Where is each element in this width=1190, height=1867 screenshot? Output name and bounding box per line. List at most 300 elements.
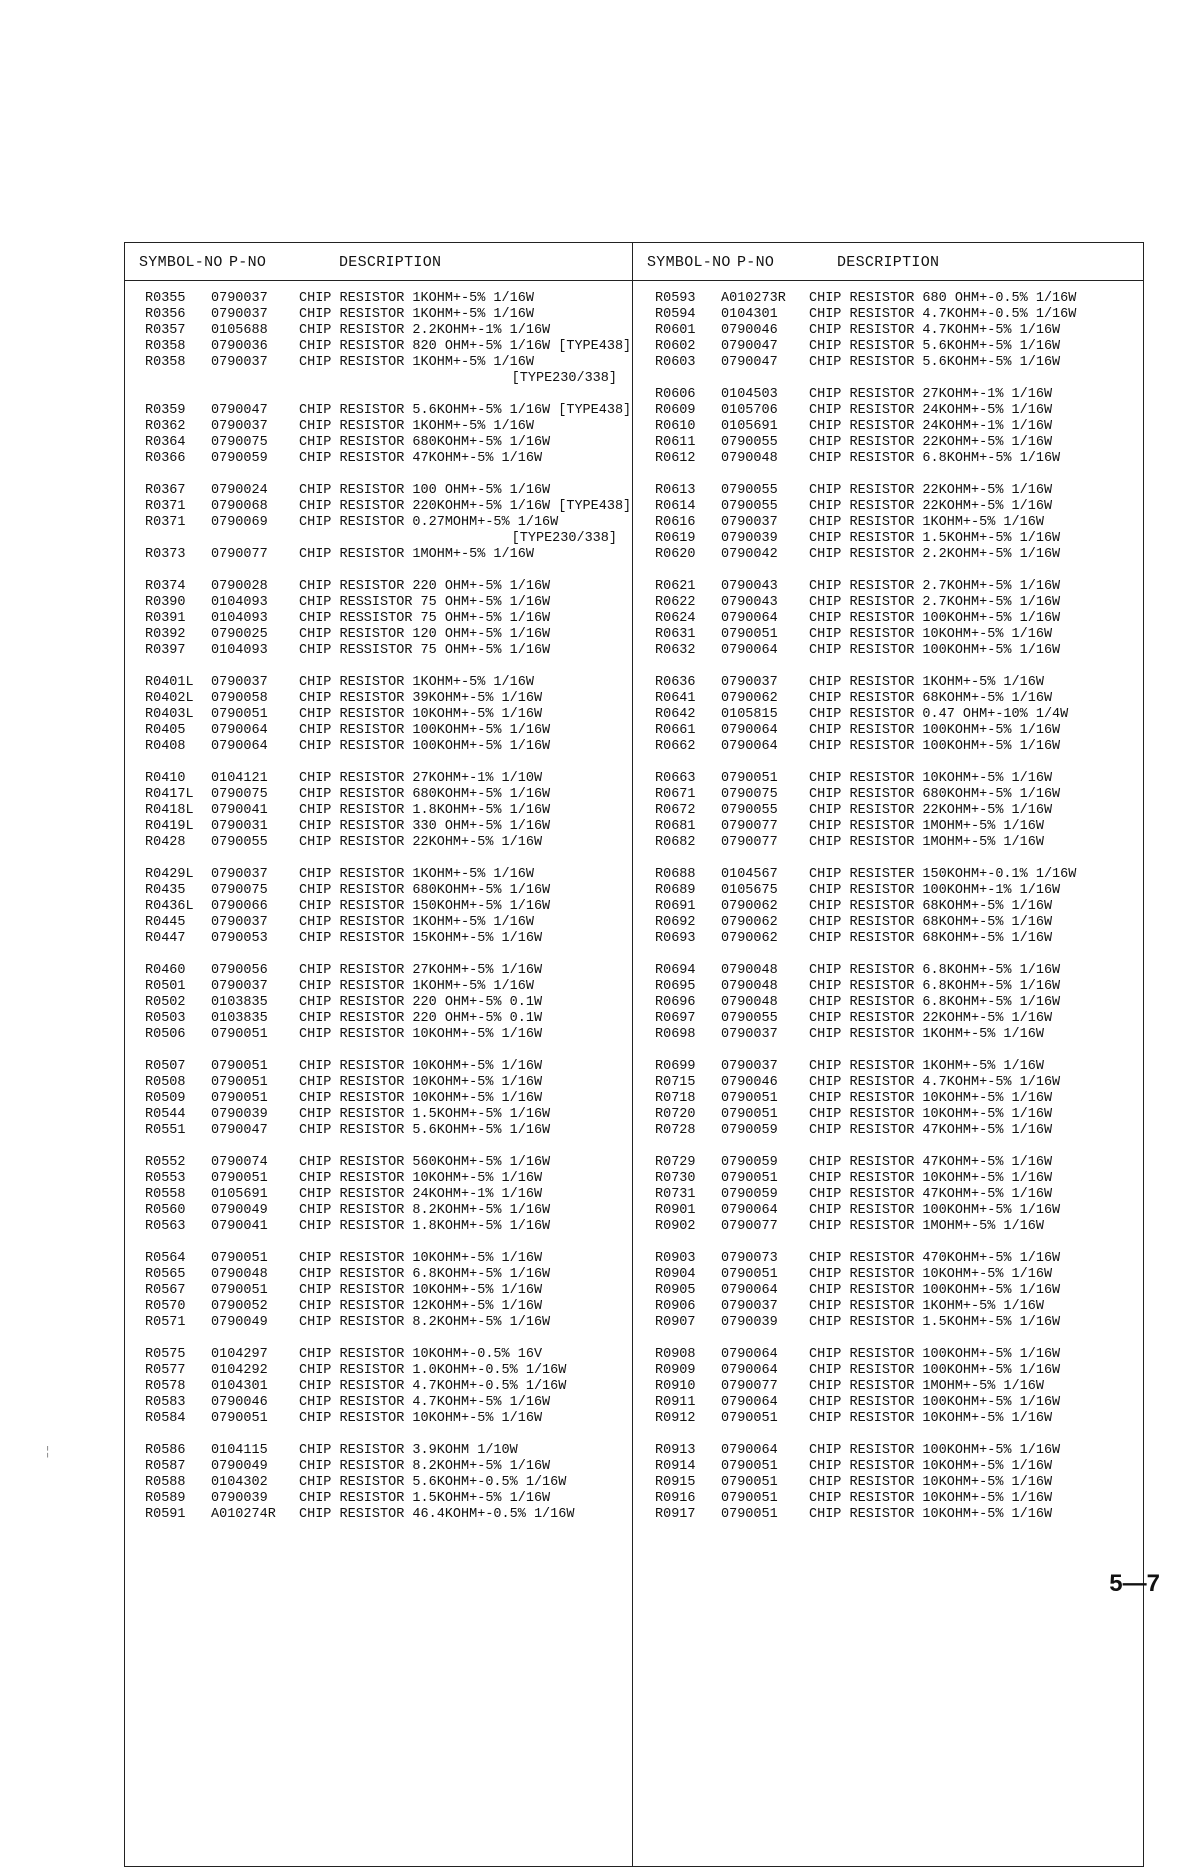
part-description: CHIP RESISTOR 100KOHM+-5% 1/16W (809, 723, 1061, 738)
part-row (145, 1171, 625, 1187)
symbol-no: R0419L (145, 819, 194, 834)
part-description: CHIP RESISTOR 5.6KOHM+-5% 1/16W (809, 355, 1061, 370)
part-number: 0790068 (211, 499, 268, 514)
part-row (655, 611, 1135, 627)
part-description: CHIP RESISTOR 8.2KOHM+-5% 1/16W (299, 1203, 551, 1218)
symbol-no: R0390 (145, 595, 186, 610)
part-group (655, 771, 1135, 851)
part-number: 0790073 (721, 1251, 778, 1266)
part-number: 0104093 (211, 611, 268, 626)
part-number: 0790059 (721, 1187, 778, 1202)
part-number: 0790048 (721, 995, 778, 1010)
part-row (145, 483, 625, 499)
part-row (655, 1283, 1135, 1299)
part-number: 0790064 (721, 1283, 778, 1298)
part-number: 0790077 (721, 819, 778, 834)
part-row (655, 707, 1135, 723)
part-number: 0790075 (211, 435, 268, 450)
symbol-no: R0410 (145, 771, 186, 786)
page-number: 5—7 (1109, 1570, 1160, 1597)
part-row (655, 1011, 1135, 1027)
part-description: CHIP RESISTOR 47KOHM+-5% 1/16W (299, 451, 543, 466)
symbol-no: R0663 (655, 771, 696, 786)
part-number: 0790037 (211, 291, 268, 306)
symbol-no: R0358 (145, 355, 186, 370)
header-description-right: DESCRIPTION (837, 254, 940, 271)
part-row (145, 419, 625, 435)
part-number: 0790064 (721, 723, 778, 738)
header-symbol-no-right: SYMBOL-NO (647, 254, 731, 271)
symbol-no: R0402L (145, 691, 194, 706)
part-row (145, 1443, 625, 1459)
part-description: CHIP RESISTOR 100KOHM+-5% 1/16W (809, 1443, 1061, 1458)
part-row (145, 595, 625, 611)
part-row (145, 323, 625, 339)
part-row (655, 1443, 1135, 1459)
part-description: CHIP RESISTOR 6.8KOHM+-5% 1/16W (809, 451, 1061, 466)
part-number: 0790046 (721, 323, 778, 338)
part-row (145, 1475, 625, 1491)
part-description: CHIP RESISTOR 1KOHM+-5% 1/16W (299, 419, 534, 434)
part-group (655, 867, 1135, 947)
part-group (145, 483, 632, 563)
part-number: 0790047 (211, 403, 268, 418)
symbol-no: R0671 (655, 787, 696, 802)
part-description: CHIP RESISTOR 100KOHM+-5% 1/16W (809, 1363, 1061, 1378)
part-number: 0790075 (721, 787, 778, 802)
symbol-no: R0435 (145, 883, 186, 898)
part-description: CHIP RESISTOR 4.7KOHM+-5% 1/16W (809, 323, 1061, 338)
symbol-no: R0417L (145, 787, 194, 802)
symbol-no: R0591 (145, 1507, 186, 1522)
part-description: CHIP RESISTOR 1MOHM+-5% 1/16W (299, 547, 534, 562)
part-group (655, 1155, 1135, 1235)
symbol-no: R0905 (655, 1283, 696, 1298)
part-number: 0790064 (211, 723, 268, 738)
part-description: CHIP RESISTOR 24KOHM+-5% 1/16W (809, 403, 1053, 418)
part-number: 0790046 (211, 1395, 268, 1410)
symbol-no: R0661 (655, 723, 696, 738)
part-row (145, 355, 625, 371)
symbol-no: R0507 (145, 1059, 186, 1074)
part-number: 0790059 (721, 1155, 778, 1170)
part-description: CHIP RESISTOR 4.7KOHM+-0.5% 1/16W (299, 1379, 567, 1394)
part-description: CHIP RESISTOR 1.5KOHM+-5% 1/16W (299, 1107, 551, 1122)
part-row (145, 835, 625, 851)
part-number: 0790051 (721, 1411, 778, 1426)
part-row (145, 1283, 625, 1299)
part-number: 0790055 (721, 483, 778, 498)
part-row (655, 1315, 1135, 1331)
part-row (655, 579, 1135, 595)
part-number: 0790064 (211, 739, 268, 754)
part-number: A010274R (211, 1507, 276, 1522)
part-row (655, 819, 1135, 835)
part-description: CHIP RESISTOR 0.47 OHM+-10% 1/4W (809, 707, 1069, 722)
symbol-no: R0567 (145, 1283, 186, 1298)
part-row (655, 595, 1135, 611)
part-row (655, 1203, 1135, 1219)
symbol-no: R0359 (145, 403, 186, 418)
symbol-no: R0366 (145, 451, 186, 466)
margin-mark: ¦ (44, 1445, 52, 1459)
part-description: CHIP RESISTOR 1KOHM+-5% 1/16W (809, 675, 1044, 690)
part-row (145, 723, 625, 739)
symbol-no: R0436L (145, 899, 194, 914)
symbol-no: R0564 (145, 1251, 186, 1266)
part-row (145, 803, 625, 819)
symbol-no: R0584 (145, 1411, 186, 1426)
symbol-no: R0729 (655, 1155, 696, 1170)
part-row (655, 883, 1135, 899)
part-description: CHIP RESISTOR 1KOHM+-5% 1/16W (299, 675, 534, 690)
symbol-no: R0621 (655, 579, 696, 594)
part-row (655, 1107, 1135, 1123)
part-number: 0790037 (721, 1027, 778, 1042)
symbol-no: R0688 (655, 867, 696, 882)
part-description: CHIP RESISTOR 100KOHM+-5% 1/16W (299, 723, 551, 738)
part-number: 0790058 (211, 691, 268, 706)
part-description: CHIP RESISTOR 1MOHM+-5% 1/16W (809, 1219, 1044, 1234)
part-number: 0790051 (721, 1491, 778, 1506)
part-description: CHIP RESISTOR 10KOHM+-5% 1/16W (809, 1091, 1053, 1106)
symbol-no: R0910 (655, 1379, 696, 1394)
part-description: CHIP RESISTOR 10KOHM+-5% 1/16W (809, 771, 1053, 786)
part-description: CHIP RESISTOR 68KOHM+-5% 1/16W (809, 899, 1053, 914)
part-description: CHIP RESISTOR 6.8KOHM+-5% 1/16W (809, 995, 1061, 1010)
part-row (145, 1123, 625, 1139)
part-row (145, 1011, 625, 1027)
symbol-no: R0563 (145, 1219, 186, 1234)
part-row (145, 1027, 625, 1043)
part-description: CHIP RESISTOR 10KOHM+-5% 1/16W (299, 1075, 543, 1090)
part-number: 0790025 (211, 627, 268, 642)
part-number: 0104567 (721, 867, 778, 882)
part-row (655, 1507, 1135, 1523)
part-row (145, 1251, 625, 1267)
part-row (145, 1507, 625, 1523)
symbol-no: R0911 (655, 1395, 696, 1410)
symbol-no: R0917 (655, 1507, 696, 1522)
symbol-no: R0577 (145, 1363, 186, 1378)
part-number: 0790055 (721, 803, 778, 818)
symbol-no: R0902 (655, 1219, 696, 1234)
part-description: CHIP RESISTOR 8.2KOHM+-5% 1/16W (299, 1459, 551, 1474)
part-row (145, 1379, 625, 1395)
part-number: 0790075 (211, 883, 268, 898)
part-row (655, 1347, 1135, 1363)
part-number: 0104301 (721, 307, 778, 322)
symbol-no: R0731 (655, 1187, 696, 1202)
part-row (145, 1299, 625, 1315)
symbol-no: R0445 (145, 915, 186, 930)
part-description: CHIP RESISTOR 680KOHM+-5% 1/16W (299, 787, 551, 802)
part-description: CHIP RESISTOR 820 OHM+-5% 1/16W [TYPE438] (299, 339, 632, 354)
part-group (655, 579, 1135, 659)
part-number: 0790046 (721, 1075, 778, 1090)
part-number: 0790049 (211, 1459, 268, 1474)
part-row (655, 915, 1135, 931)
part-row (145, 1155, 625, 1171)
symbol-no: R0373 (145, 547, 186, 562)
part-group (145, 963, 625, 1043)
part-number: 0790051 (211, 1251, 268, 1266)
part-number: 0790037 (211, 979, 268, 994)
part-group (655, 1347, 1135, 1427)
header-p-no-right: P-NO (737, 254, 775, 271)
part-description: CHIP RESSISTOR 75 OHM+-5% 1/16W (299, 595, 551, 610)
part-number: 0105706 (721, 403, 778, 418)
part-group (655, 483, 1135, 563)
part-description: CHIP RESISTOR 100KOHM+-5% 1/16W (809, 1283, 1061, 1298)
part-row (655, 323, 1135, 339)
symbol-no: R0906 (655, 1299, 696, 1314)
part-row (145, 1267, 625, 1283)
part-description: CHIP RESISTOR 10KOHM+-5% 1/16W (809, 1459, 1053, 1474)
part-group (145, 579, 625, 659)
part-number: 0790055 (721, 499, 778, 514)
symbol-no: R0672 (655, 803, 696, 818)
part-description: CHIP RESISTOR 0.27MOHM+-5% 1/16W (299, 515, 559, 530)
part-number: 0790037 (211, 675, 268, 690)
part-number: 0790043 (721, 595, 778, 610)
symbol-no: R0913 (655, 1443, 696, 1458)
symbol-no: R0632 (655, 643, 696, 658)
symbol-no: R0622 (655, 595, 696, 610)
part-number: 0104297 (211, 1347, 268, 1362)
symbol-no: R0355 (145, 291, 186, 306)
part-row (145, 979, 625, 995)
part-description: CHIP RESISTOR 1.0KOHM+-0.5% 1/16W (299, 1363, 567, 1378)
part-number: 0790042 (721, 547, 778, 562)
symbol-no: R0418L (145, 803, 194, 818)
part-description: CHIP RESISTOR 6.8KOHM+-5% 1/16W (809, 963, 1061, 978)
part-description: CHIP RESISTOR 1MOHM+-5% 1/16W (809, 819, 1044, 834)
symbol-no: R0364 (145, 435, 186, 450)
symbol-no: R0502 (145, 995, 186, 1010)
symbol-no: R0695 (655, 979, 696, 994)
part-number: 0790037 (211, 355, 268, 370)
part-number: 0790039 (211, 1107, 268, 1122)
part-description: CHIP RESISTOR 560KOHM+-5% 1/16W (299, 1155, 551, 1170)
left-column (145, 291, 632, 1539)
symbol-no: R0552 (145, 1155, 186, 1170)
part-number: 0790069 (211, 515, 268, 530)
part-row (145, 707, 625, 723)
symbol-no: R0912 (655, 1411, 696, 1426)
part-description: CHIP RESISTOR 2.7KOHM+-5% 1/16W (809, 579, 1061, 594)
part-description: CHIP RESISTOR 100KOHM+-5% 1/16W (809, 1395, 1061, 1410)
symbol-no: R0692 (655, 915, 696, 930)
part-row (145, 675, 625, 691)
part-description: CHIP RESISTOR 46.4KOHM+-0.5% 1/16W (299, 1507, 575, 1522)
part-description: CHIP RESISTOR 1.5KOHM+-5% 1/16W (809, 531, 1061, 546)
symbol-no: R0447 (145, 931, 186, 946)
part-description: CHIP RESISTOR 10KOHM+-5% 1/16W (299, 707, 543, 722)
part-number: 0104121 (211, 771, 268, 786)
part-row (655, 995, 1135, 1011)
part-description: CHIP RESISTOR 10KOHM+-5% 1/16W (299, 1171, 543, 1186)
part-row (655, 1395, 1135, 1411)
part-description: CHIP RESISTOR 22KOHM+-5% 1/16W (809, 435, 1053, 450)
part-number: 0790047 (721, 355, 778, 370)
part-row (145, 339, 632, 355)
part-row (145, 547, 625, 563)
part-description: CHIP RESISTOR 220 OHM+-5% 1/16W (299, 579, 551, 594)
part-row (655, 1059, 1135, 1075)
symbol-no: R0391 (145, 611, 186, 626)
part-row (655, 899, 1135, 915)
part-row (655, 403, 1135, 419)
part-description: CHIP RESISTOR 68KOHM+-5% 1/16W (809, 915, 1053, 930)
part-group (145, 867, 625, 947)
part-row (655, 963, 1135, 979)
symbol-no: R0631 (655, 627, 696, 642)
part-number: 0790051 (721, 771, 778, 786)
part-row (655, 1363, 1135, 1379)
symbol-no: R0356 (145, 307, 186, 322)
part-description: CHIP RESISTOR 1KOHM+-5% 1/16W (299, 867, 534, 882)
part-row (655, 771, 1135, 787)
part-group (145, 1251, 625, 1331)
part-number: 0790047 (721, 339, 778, 354)
part-number: 0103835 (211, 1011, 268, 1026)
part-number: 0790049 (211, 1203, 268, 1218)
symbol-no: R0371 (145, 499, 186, 514)
part-number: 0790077 (211, 547, 268, 562)
part-number: 0790037 (721, 675, 778, 690)
symbol-no: R0401L (145, 675, 194, 690)
part-number: 0790037 (721, 1299, 778, 1314)
symbol-no: R0392 (145, 627, 186, 642)
part-number: 0105815 (721, 707, 778, 722)
part-number: 0790051 (211, 1171, 268, 1186)
part-description: CHIP RESISTOR 2.2KOHM+-1% 1/16W (299, 323, 551, 338)
part-description: CHIP RESISTOR 1.5KOHM+-5% 1/16W (809, 1315, 1061, 1330)
symbol-no: R0691 (655, 899, 696, 914)
symbol-no: R0606 (655, 387, 696, 402)
symbol-no: R0428 (145, 835, 186, 850)
part-row (145, 1219, 625, 1235)
part-number: 0105691 (211, 1187, 268, 1202)
symbol-no: R0908 (655, 1347, 696, 1362)
part-row (145, 579, 625, 595)
symbol-no: R0403L (145, 707, 194, 722)
symbol-no: R0593 (655, 291, 696, 306)
part-description: [TYPE230/338] (511, 371, 617, 386)
part-description: CHIP RESISTOR 6.8KOHM+-5% 1/16W (299, 1267, 551, 1282)
part-description: CHIP RESISTOR 27KOHM+-1% 1/16W (809, 387, 1053, 402)
part-description: CHIP RESISTOR 47KOHM+-5% 1/16W (809, 1187, 1053, 1202)
symbol-no: R0689 (655, 883, 696, 898)
part-description: CHIP RESISTOR 3.9KOHM 1/10W (299, 1443, 518, 1458)
part-description: CHIP RESISTOR 6.8KOHM+-5% 1/16W (809, 979, 1061, 994)
part-number: 0790051 (211, 1411, 268, 1426)
part-number: 0790062 (721, 691, 778, 706)
part-number: 0790064 (721, 1363, 778, 1378)
part-row (655, 483, 1135, 499)
part-number: 0790053 (211, 931, 268, 946)
part-number: 0790041 (211, 803, 268, 818)
symbol-no: R0570 (145, 1299, 186, 1314)
part-description: CHIP RESISTOR 27KOHM+-5% 1/16W (299, 963, 543, 978)
part-number: 0790077 (721, 1219, 778, 1234)
symbol-no: R0915 (655, 1475, 696, 1490)
symbol-no: R0698 (655, 1027, 696, 1042)
part-number: 0790039 (211, 1491, 268, 1506)
part-description: CHIP RESISTOR 2.2KOHM+-5% 1/16W (809, 547, 1061, 562)
part-number: 0790048 (211, 1267, 268, 1282)
part-description: CHIP RESISTOR 680 OHM+-0.5% 1/16W (809, 291, 1077, 306)
part-number: 0790036 (211, 339, 268, 354)
part-description: CHIP RESISTOR 680KOHM+-5% 1/16W (299, 435, 551, 450)
symbol-no: R0594 (655, 307, 696, 322)
symbol-no: R0914 (655, 1459, 696, 1474)
part-description: CHIP RESISTOR 5.6KOHM+-5% 1/16W (809, 339, 1061, 354)
part-row (655, 339, 1135, 355)
part-number: 0790049 (211, 1315, 268, 1330)
part-number: 0790051 (721, 1459, 778, 1474)
symbol-no: R0682 (655, 835, 696, 850)
part-description: CHIP RESISTOR 10KOHM+-5% 1/16W (809, 1171, 1053, 1186)
part-description: CHIP RESISTOR 10KOHM+-5% 1/16W (809, 1507, 1053, 1522)
part-group (655, 1251, 1135, 1331)
part-description: CHIP RESISTOR 47KOHM+-5% 1/16W (809, 1155, 1053, 1170)
part-number: 0104302 (211, 1475, 268, 1490)
part-number: 0790074 (211, 1155, 268, 1170)
part-description: CHIP RESISTOR 22KOHM+-5% 1/16W (809, 1011, 1053, 1026)
part-number: 0790062 (721, 915, 778, 930)
part-group (655, 1059, 1135, 1139)
symbol-no: R0374 (145, 579, 186, 594)
part-row (145, 1347, 625, 1363)
part-number: 0790048 (721, 963, 778, 978)
part-number: 0790064 (721, 1395, 778, 1410)
part-row (145, 643, 625, 659)
part-description: CHIP RESISTOR 1KOHM+-5% 1/16W (809, 1299, 1044, 1314)
symbol-no: R0544 (145, 1107, 186, 1122)
symbol-no: R0553 (145, 1171, 186, 1186)
part-group (655, 291, 1135, 371)
part-row (145, 899, 625, 915)
part-description: CHIP RESISTOR 470KOHM+-5% 1/16W (809, 1251, 1061, 1266)
part-number: 0790051 (211, 707, 268, 722)
part-row (145, 1363, 625, 1379)
part-row (145, 515, 625, 531)
part-number: 0790064 (721, 611, 778, 626)
part-number: 0790051 (721, 1267, 778, 1282)
part-row (655, 1187, 1135, 1203)
symbol-no: R0586 (145, 1443, 186, 1458)
symbol-no: R0904 (655, 1267, 696, 1282)
part-number: 0790064 (721, 1347, 778, 1362)
part-row (145, 611, 625, 627)
symbol-no: R0501 (145, 979, 186, 994)
part-row (145, 787, 625, 803)
part-description: CHIP RESISTOR 12KOHM+-5% 1/16W (299, 1299, 543, 1314)
part-row (145, 691, 625, 707)
symbol-no: R0603 (655, 355, 696, 370)
part-description: CHIP RESISTOR 220 OHM+-5% 0.1W (299, 995, 543, 1010)
part-description: CHIP RESISTOR 330 OHM+-5% 1/16W (299, 819, 551, 834)
part-description: CHIP RESISTOR 24KOHM+-1% 1/16W (809, 419, 1053, 434)
part-row (655, 515, 1135, 531)
part-number: 0790051 (211, 1059, 268, 1074)
part-number: 0790048 (721, 979, 778, 994)
part-row (655, 307, 1135, 323)
part-group (145, 1347, 625, 1427)
part-row (145, 1187, 625, 1203)
